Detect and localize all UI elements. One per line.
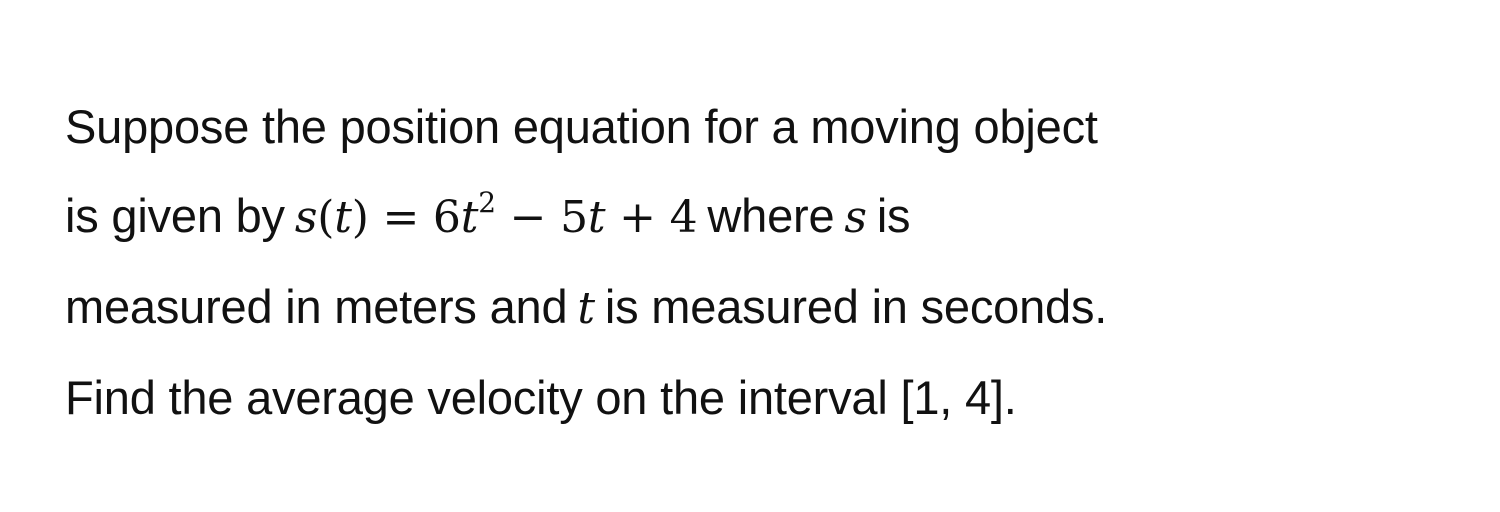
text-is: is	[876, 189, 911, 242]
text-measured-in-seconds: is measured in seconds.	[604, 280, 1108, 333]
text-measured-in-meters: measured in meters and	[65, 280, 568, 333]
formula-t-linear: t	[587, 192, 606, 243]
formula-close-paren: )	[351, 192, 369, 243]
problem-text	[65, 82, 1465, 442]
formula-plus: +	[605, 192, 670, 243]
formula-minus: −	[495, 192, 561, 243]
formula-t: t	[334, 192, 352, 243]
formula-constant-4: 4	[669, 192, 698, 243]
formula-coef-6: 6	[432, 192, 461, 243]
problem-line-1: Suppose the position equation for a moving object	[65, 100, 1098, 153]
problem-line-3	[65, 262, 1465, 353]
formula-s: s	[294, 192, 318, 243]
text-where: where	[707, 189, 835, 242]
problem-line-2	[65, 171, 1465, 262]
position-formula	[294, 186, 698, 243]
variable-t: t	[577, 283, 595, 334]
formula-open-paren: (	[317, 192, 335, 243]
variable-s: s	[844, 192, 867, 243]
problem-line-4: Find the average velocity on the interval [1, 4].	[65, 371, 1017, 424]
formula-t-squared-base: t	[460, 192, 479, 243]
formula-equals: =	[368, 192, 433, 243]
text-is-given-by: is given by	[65, 189, 285, 242]
formula-coef-5: 5	[560, 192, 588, 243]
formula-exponent: 2	[478, 186, 496, 219]
